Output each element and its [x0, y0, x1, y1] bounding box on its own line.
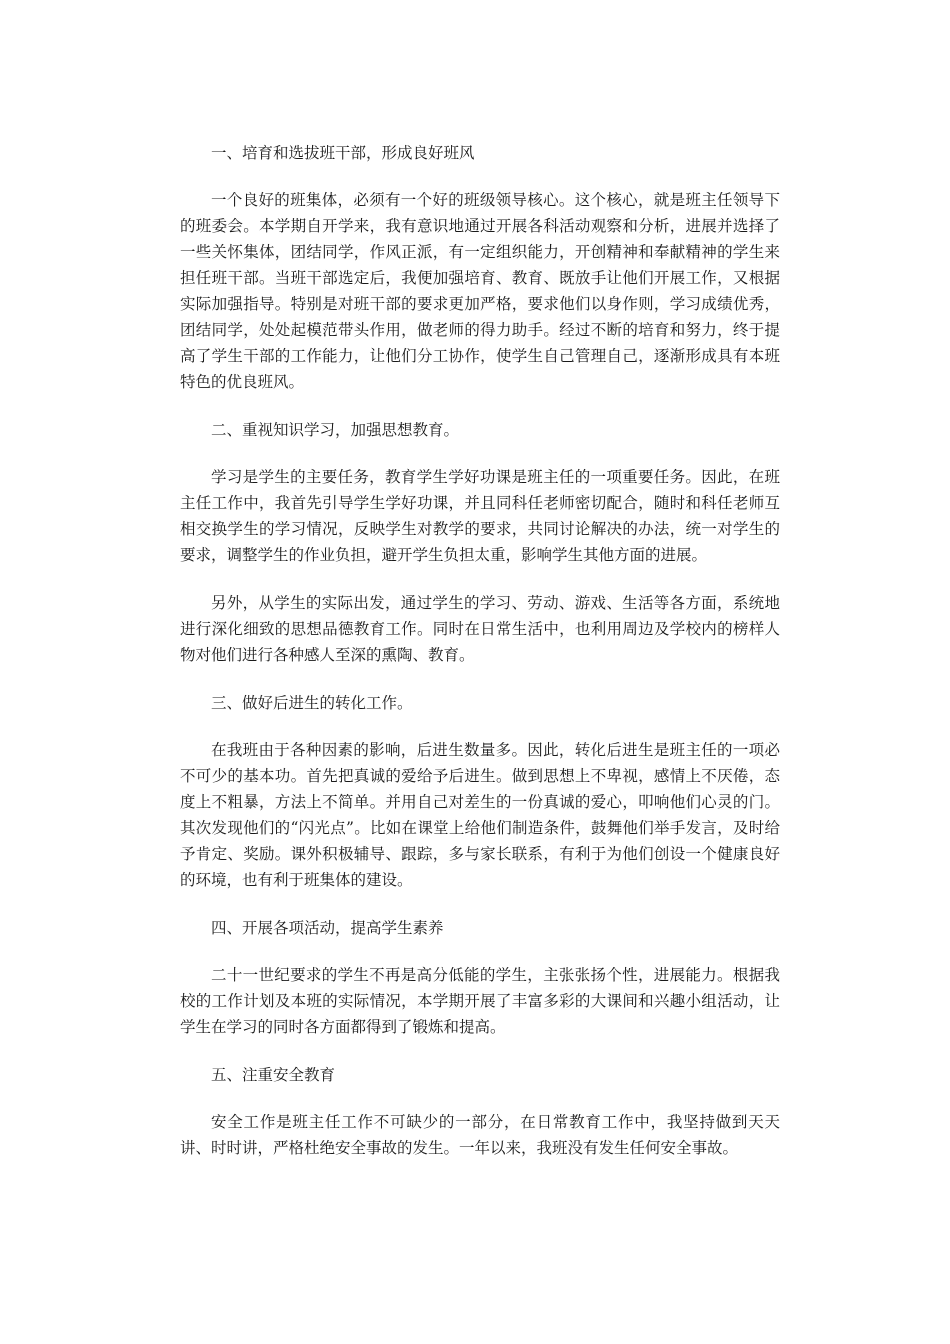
- section-2-paragraph-1: 学习是学生的主要任务，教育学生学好功课是班主任的一项重要任务。因此，在班主任工作中，我首先引导学生学好功课，并且同科任老师密切配合，随时和科任老师互相交换学生的学习情况，反映学生对教学的要求，共同讨论解决的办法，统一对学生的要求，调整学生的作业负担，避开学生负担太重，影响学生其他方面的进展。: [180, 468, 780, 564]
- section-2-heading: 二、重视知识学习，加强思想教育。: [211, 421, 460, 439]
- section-1-heading: 一、培育和选拔班干部，形成良好班风: [211, 144, 475, 162]
- section-2-paragraph-2: 另外，从学生的实际出发，通过学生的学习、劳动、游戏、生活等各方面，系统地进行深化细致的思想品德教育工作。同时在日常生活中，也利用周边及学校内的榜样人物对他们进行各种感人至深的熏陶、教育。: [180, 594, 780, 664]
- section-3-paragraph-1: 在我班由于各种因素的影响，后进生数量多。因此，转化后进生是班主任的一项必不可少的基本功。首先把真诚的爱给予后进生。做到思想上不卑视，感情上不厌倦，态度上不粗暴，方法上不简单。并用自己对差生的一份真诚的爱心，叩响他们心灵的门。其次发现他们的“闪光点”。比如在课堂上给他们制造条件，鼓舞他们举手发言，及时给予肯定、奖励。课外积极辅导、跟踪，多与家长联系，有利于为他们创设一个健康良好的环境，也有利于班集体的建设。: [180, 741, 780, 889]
- section-1-paragraph-1: 一个良好的班集体，必须有一个好的班级领导核心。这个核心，就是班主任领导下的班委会。本学期自开学来，我有意识地通过开展各科活动观察和分析，进展并选择了一些关怀集体，团结同学，作风正派，有一定组织能力，开创精神和奉献精神的学生来担任班干部。当班干部选定后，我便加强培育、教育、既放手让他们开展工作，又根据实际加强指导。特别是对班干部的要求更加严格，要求他们以身作则，学习成绩优秀，团结同学，处处起模范带头作用，做老师的得力助手。经过不断的培育和努力，终于提高了学生干部的工作能力，让他们分工协作，使学生自己管理自己，逐渐形成具有本班特色的优良班风。: [180, 191, 780, 391]
- section-5-paragraph-1: 安全工作是班主任工作不可缺少的一部分，在日常教育工作中，我坚持做到天天讲、时时讲，严格杜绝安全事故的发生。一年以来，我班没有发生任何安全事故。: [180, 1113, 780, 1157]
- section-5-heading: 五、注重安全教育: [211, 1066, 336, 1084]
- document-page: [180, 140, 780, 1183]
- section-4-paragraph-1: 二十一世纪要求的学生不再是高分低能的学生，主张张扬个性，进展能力。根据我校的工作计划及本班的实际情况，本学期开展了丰富多彩的大课间和兴趣小组活动，让学生在学习的同时各方面都得到了锻炼和提高。: [180, 966, 780, 1036]
- section-4-heading: 四、开展各项活动，提高学生素养: [211, 919, 444, 937]
- section-3-heading: 三、做好后进生的转化工作。: [211, 694, 413, 712]
